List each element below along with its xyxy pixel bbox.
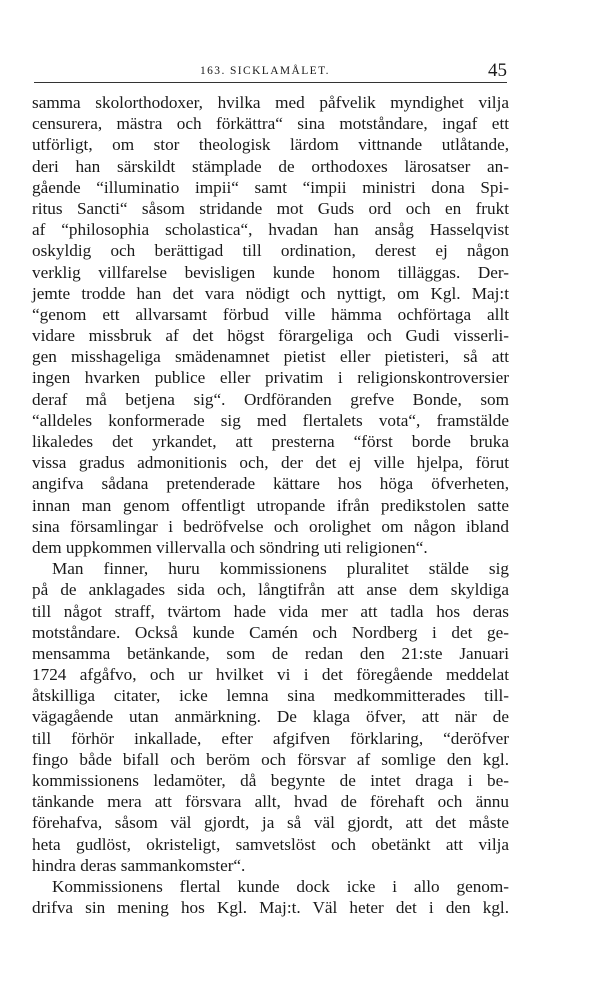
- text-line: motståndare. Också kunde Camén och Nordberg i det ge-: [32, 622, 509, 642]
- text-line: gen misshageliga smädenamnet pietist eller pietisteri, så att: [32, 347, 509, 367]
- text-line: censurera, mästra och förkättra“ sina motståndare, ingaf ett: [32, 114, 509, 134]
- text-line: åtskilliga citater, icke lemna sina medkommitterades till-: [32, 686, 509, 706]
- text-line: förehafva, såsom väl gjordt, ja så väl gjordt, att det måste: [32, 813, 509, 833]
- text-line: “genom ett allvarsamt förbud ville hämma ochförtaga allt: [32, 304, 509, 324]
- text-line: innan man genom offentligt utropande ifrån predikstolen satte: [32, 495, 509, 515]
- text-line: vissa gradus admonitionis och, der det ej ville hjelpa, förut: [32, 453, 509, 473]
- body-text: [32, 92, 509, 918]
- text-line: verklig villfarelse bevisligen kunde honom tilläggas. Der-: [32, 262, 509, 282]
- running-header: [34, 60, 507, 84]
- text-line: ingen hvarken publice eller privatim i religionskontroversier: [32, 368, 509, 388]
- text-line: “alldeles konformerade sig med flertalets vota“, framstälde: [32, 410, 509, 430]
- text-line: jemte trodde han det vara nödigt och nyttigt, om Kgl. Maj:t: [32, 283, 509, 303]
- text-line: Man finner, huru kommissionens pluralitet stälde sig: [52, 559, 509, 579]
- text-line: samma skolorthodoxer, hvilka med påfvelik myndighet vilja: [32, 93, 509, 112]
- text-line: ritus Sancti“ såsom stridande mot Guds ord och en frukt: [32, 198, 509, 218]
- text-line: vägagående utan anmärkning. De klaga öfver, att när de: [32, 707, 509, 727]
- text-line: tänkande mera att försvara allt, hvad de förehaft och ännu: [32, 792, 509, 812]
- text-line: fingo både bifall och beröm och försvar af somlige den kgl.: [32, 749, 509, 769]
- text-line: dem uppkommen villervalla och söndring uti religionen“.: [32, 537, 428, 557]
- text-line: deri han särskildt stämplade de orthodoxes lärosatser an-: [32, 156, 509, 176]
- text-line: likaledes det yrkandet, att presterna “först borde bruka: [32, 432, 509, 451]
- chapter-title: 163. SICKLAMÅLET.: [200, 65, 330, 77]
- text-line: drifva sin mening hos Kgl. Maj:t. Väl heter det i den kgl.: [32, 898, 509, 918]
- text-line: mensamma betänkande, som de redan den 21:ste Januari: [32, 643, 509, 663]
- text-line: oskyldig och berättigad till ordination, derest ej någon: [32, 241, 509, 261]
- text-line: deraf må betjena sig“. Ordföranden grefve Bonde, som: [32, 389, 509, 409]
- text-line: sina församlingar i bedröfvelse och orolighet om någon ibland: [32, 516, 509, 536]
- page-number: 45: [488, 60, 507, 81]
- text-line: på de anklagades sida och, långtifrån att anse dem skyldiga: [32, 580, 509, 600]
- text-line: till förhör inkallade, efter afgifven förklaring, “deröfver: [32, 728, 509, 748]
- text-line: heta gudlöst, okristeligt, samvetslöst och obetänkt att vilja: [32, 834, 509, 854]
- text-line: gående “illuminatio impii“ samt “impii ministri dona Spi-: [32, 177, 509, 197]
- header-rule: [34, 82, 507, 83]
- text-line: utförligt, om stor theologisk lärdom vittnande utlåtande,: [32, 135, 509, 155]
- text-line: vidare missbruk af det högst förargeliga och Gudi visserli-: [32, 326, 509, 346]
- text-line: Kommissionens flertal kunde dock icke i allo genom-: [52, 876, 509, 896]
- text-line: hindra deras sammankomster“.: [32, 855, 246, 875]
- text-line: till något straff, tvärtom hade vida mer att tadla hos deras: [32, 601, 509, 621]
- text-line: af “philosophia scholastica“, hvadan han ansåg Hasselqvist: [32, 220, 509, 240]
- text-line: 1724 afgåfvo, och ur hvilket vi i det föregående meddelat: [32, 665, 509, 685]
- text-line: angifva sådana pretenderade kättare hos höga öfverheten,: [32, 474, 509, 494]
- text-line: kommissionens ledamöter, då begynte de intet draga i be-: [32, 771, 509, 790]
